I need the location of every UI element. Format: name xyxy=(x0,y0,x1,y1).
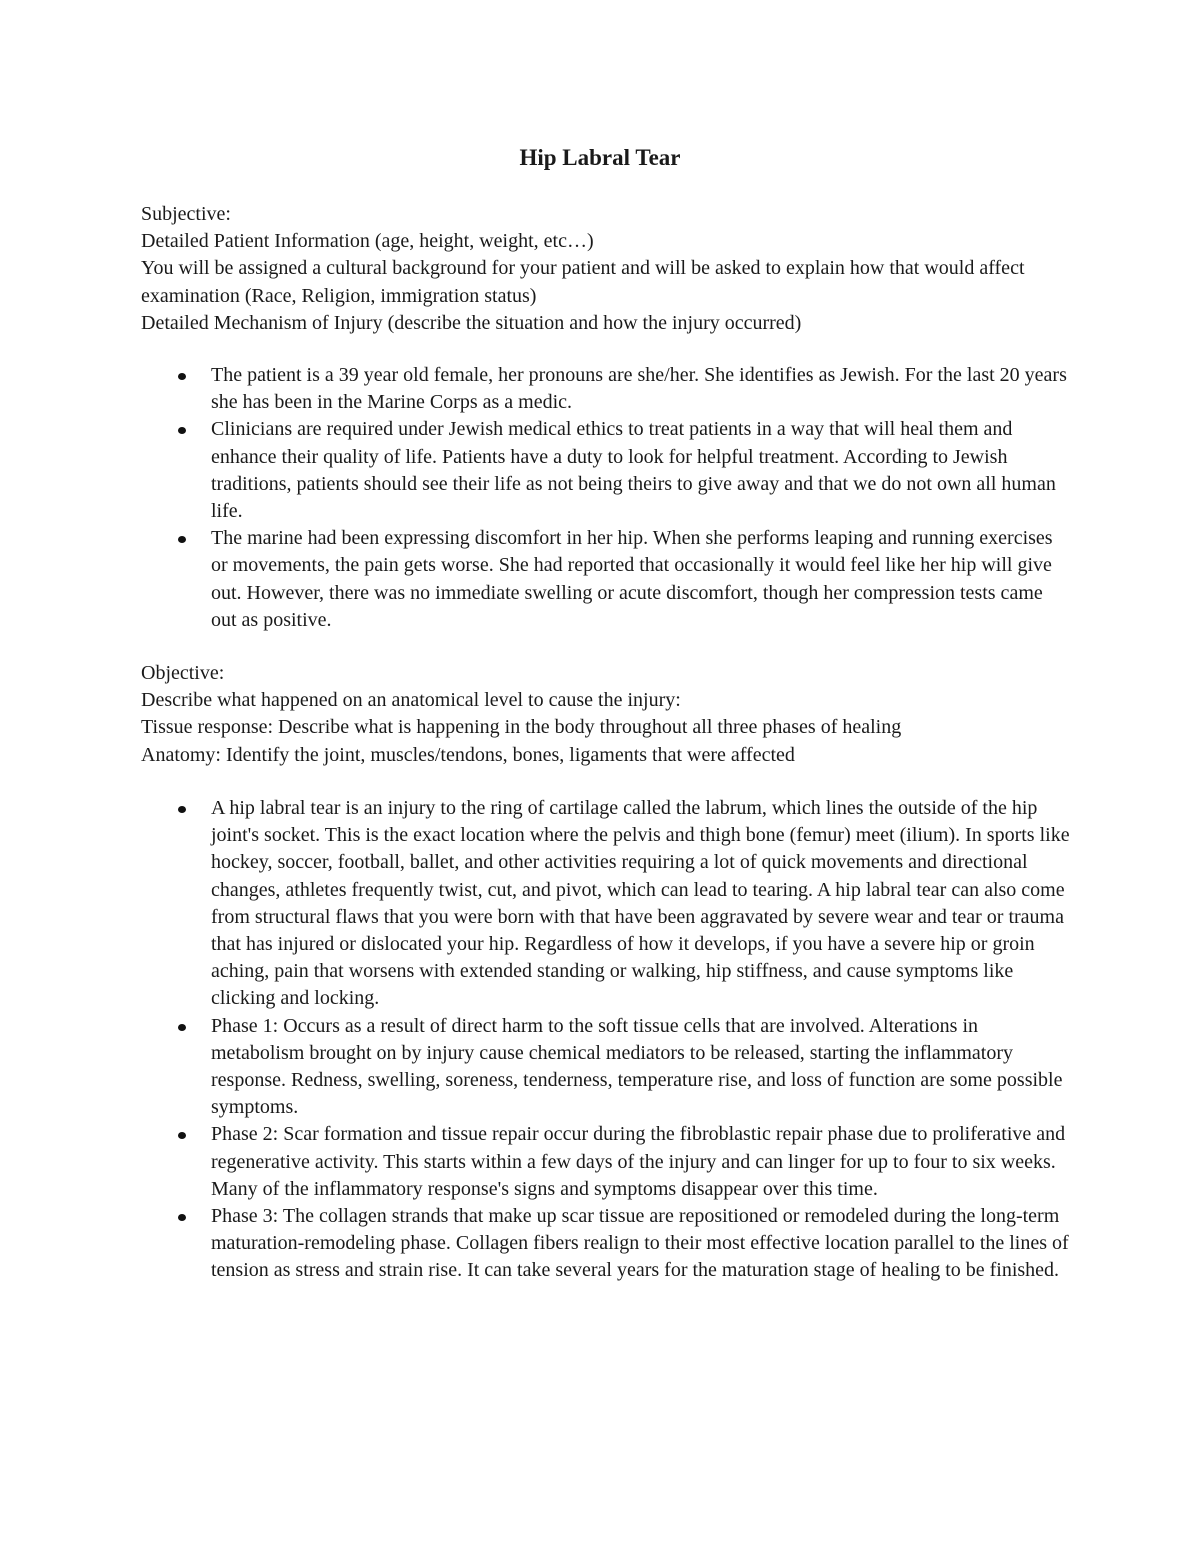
bullet-icon xyxy=(178,536,186,543)
bullet-icon xyxy=(178,1132,186,1139)
subjective-heading: Subjective: xyxy=(141,203,231,225)
list-item-text: Phase 1: Occurs as a result of direct harm to the soft tissue cells that are involved. Alterations in metabolism brought on by injury cause chemical mediators to be released, starting the inflammatory response. Redness, swelling, soreness, tenderness, temperature rise, and loss of function are some possible symptoms. xyxy=(211,1014,1063,1119)
patient-info-prompt: Detailed Patient Information (age, height, weight, etc…) xyxy=(141,230,594,253)
subjective-bullet-list xyxy=(211,362,1071,634)
bullet-icon xyxy=(178,373,186,380)
document-title: Hip Labral Tear xyxy=(519,145,681,170)
objective-section xyxy=(141,660,1081,769)
anatomical-level-prompt: Describe what happened on an anatomical level to cause the injury: xyxy=(141,689,681,712)
bullet-icon xyxy=(178,427,186,434)
objective-heading: Objective: xyxy=(141,662,225,684)
objective-bullet-list xyxy=(211,795,1071,1285)
bullet-icon xyxy=(178,806,186,813)
list-item xyxy=(211,525,1071,634)
list-item xyxy=(211,1121,1071,1203)
anatomy-prompt: Anatomy: Identify the joint, muscles/tendons, bones, ligaments that were affected xyxy=(141,743,795,766)
bullet-icon xyxy=(178,1214,186,1221)
subjective-section xyxy=(141,201,1081,337)
list-item-text: Phase 3: The collagen strands that make up scar tissue are repositioned or remodeled during the long-term maturation-remodeling phase. Collagen fibers realign to their most effective location parallel to the lines of tension as stress and strain rise. It can take several years for the maturation stage of healing to be finished. xyxy=(211,1205,1069,1282)
mechanism-prompt: Detailed Mechanism of Injury (describe the situation and how the injury occurred) xyxy=(141,311,802,334)
list-item xyxy=(211,1203,1071,1285)
tissue-response-prompt: Tissue response: Describe what is happening in the body throughout all three phases of healing xyxy=(141,716,902,739)
list-item-text: Clinicians are required under Jewish medical ethics to treat patients in a way that will heal them and enhance their quality of life. Patients have a duty to look for helpful treatment. According to Jewish traditions, patients should see their life as not being theirs to give away and that we do not own all human life. xyxy=(211,418,1056,523)
bullet-icon xyxy=(178,1024,186,1031)
list-item xyxy=(211,416,1071,525)
list-item-text: The patient is a 39 year old female, her pronouns are she/her. She identifies as Jewish. For the last 20 years she has been in the Marine Corps as a medic. xyxy=(211,364,1067,414)
list-item xyxy=(211,1013,1071,1122)
list-item-text: Phase 2: Scar formation and tissue repair occur during the fibroblastic repair phase due to proliferative and regenerative activity. This starts within a few days of the injury and can linger for up to four to six weeks. Many of the inflammatory response's signs and symptoms disappear over this time. xyxy=(211,1123,1066,1200)
list-item xyxy=(211,362,1071,416)
list-item-text: The marine had been expressing discomfort in her hip. When she performs leaping and running exercises or movements, the pain gets worse. She had reported that occasionally it would feel like her hip will give out. However, there was no immediate swelling or acute discomfort, though her compression tests came out as positive. xyxy=(211,527,1053,631)
list-item-text: A hip labral tear is an injury to the ring of cartilage called the labrum, which lines the outside of the hip joint's socket. This is the exact location where the pelvis and thigh bone (femur) meet (ilium). In sports like hockey, soccer, football, ballet, and other activities requiring a lot of quick movements and directional changes, athletes frequently twist, cut, and pivot, which can lead to tearing. A hip labral tear can also come from structural flaws that you were born with that have been aggravated by severe wear and tear or trauma that has injured or dislocated your hip. Regardless of how it develops, if you have a severe hip or groin aching, pain that worsens with extended standing or walking, hip stiffness, and cause symptoms like clicking and locking. xyxy=(211,797,1070,1010)
list-item xyxy=(211,795,1071,1013)
cultural-background-prompt: You will be assigned a cultural background for your patient and will be asked to explain how that would affect examination (Race, Religion, immigration status) xyxy=(141,257,1025,307)
